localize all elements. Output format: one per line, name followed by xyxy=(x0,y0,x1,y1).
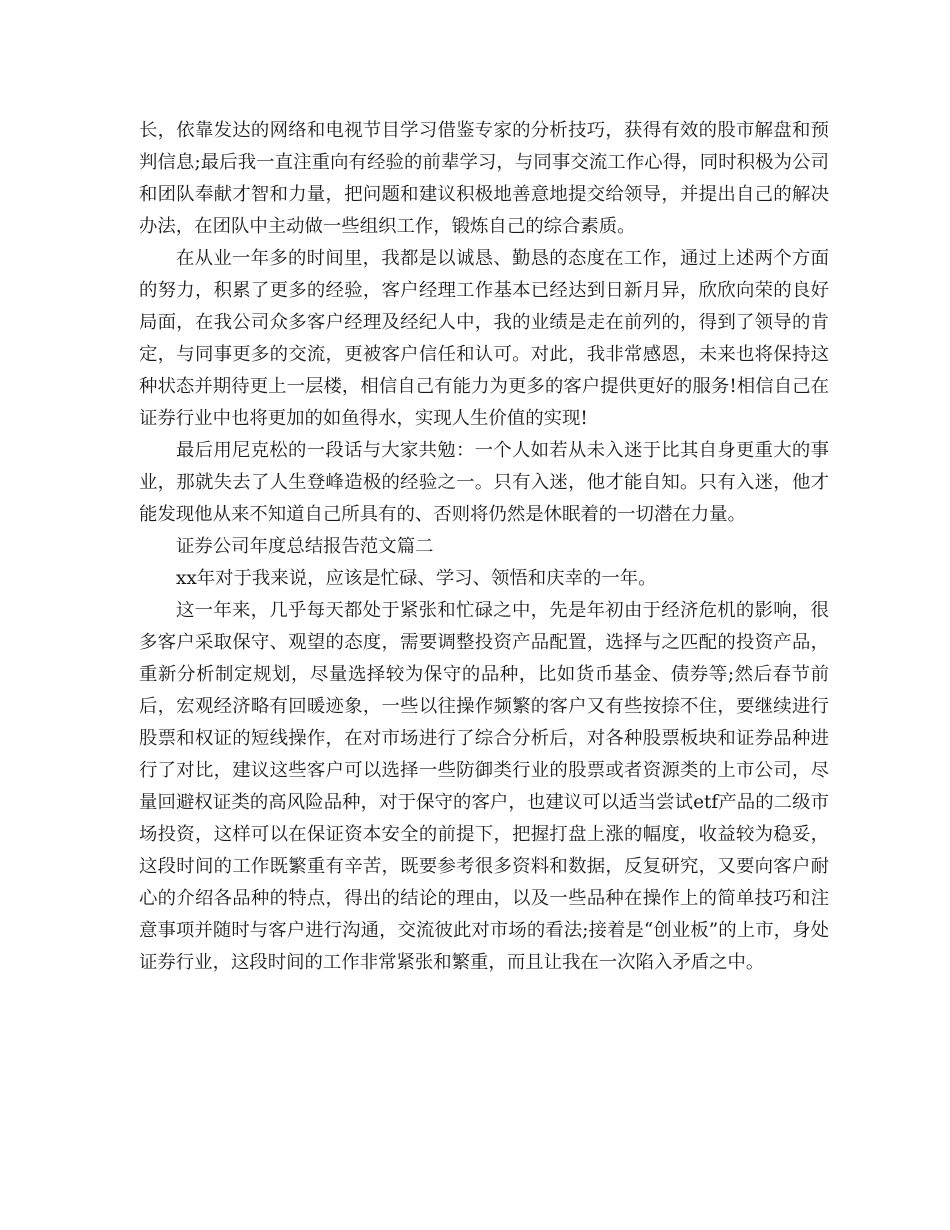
paragraph-nixon-quote: 最后用尼克松的一段话与大家共勉：一个人如若从未入迷于比其自身更重大的事业，那就失去了人生登峰造极的经验之一。只有入迷，他才能自知。只有入迷，他才能发现他从来不知道自己所具有的、否则将仍然是休眠着的一切潜在力量。 xyxy=(139,440,829,525)
paragraph-work-attitude: 在从业一年多的时间里，我都是以诚恳、勤恳的态度在工作，通过上述两个方面的努力，积累了更多的经验，客户经理工作基本已经达到日新月异，欣欣向荣的良好局面，在我公司众多客户经理及经纪人中，我的业绩是走在前列的，得到了领导的肯定，与同事更多的交流，更被客户信任和认可。对此，我非常感恩，未来也将保持这种状态并期待更上一层楼，相信自己有能力为更多的客户提供更好的服务!相信自己在证券行业中也将更加的如鱼得水，实现人生价值的实现! xyxy=(139,248,829,429)
paragraph-continuation: 长，依靠发达的网络和电视节目学习借鉴专家的分析技巧，获得有效的股市解盘和预判信息;最后我一直注重向有经验的前辈学习，与同事交流工作心得，同时积极为公司和团队奉献才智和力量，把问题和建议积极地善意地提交给领导，并提出自己的解决办法，在团队中主动做一些组织工作，锻炼自己的综合素质。 xyxy=(139,120,829,237)
paragraph-year-summary: xx年对于我来说，应该是忙碌、学习、领悟和庆幸的一年。 xyxy=(176,568,657,589)
document-body xyxy=(139,115,829,979)
section-heading: 证券公司年度总结报告范文篇二 xyxy=(176,536,434,557)
paragraph-year-details: 这一年来，几乎每天都处于紧张和忙碌之中，先是年初由于经济危机的影响，很多客户采取保守、观望的态度，需要调整投资产品配置，选择与之匹配的投资产品，重新分析制定规划，尽量选择较为保守的品种，比如货币基金、债券等;然后春节前后，宏观经济略有回暖迹象，一些以往操作频繁的客户又有些按捺不住，要继续进行股票和权证的短线操作，在对市场进行了综合分析后，对各种股票板块和证券品种进行了对比，建议这些客户可以选择一些防御类行业的股票或者资源类的上市公司，尽量回避权证类的高风险品种，对于保守的客户，也建议可以适当尝试etf产品的二级市场投资，这样可以在保证资本安全的前提下，把握打盘上涨的幅度，收益较为稳妥，这段时间的工作既繁重有辛苦，既要参考很多资料和数据，反复研究，又要向客户耐心的介绍各品种的特点，得出的结论的理由，以及一些品种在操作上的简单技巧和注意事项并随时与客户进行沟通，交流彼此对市场的看法;接着是“创业板”的上市，身处证券行业，这段时间的工作非常紧张和繁重，而且让我在一次陷入矛盾之中。 xyxy=(139,600,829,973)
